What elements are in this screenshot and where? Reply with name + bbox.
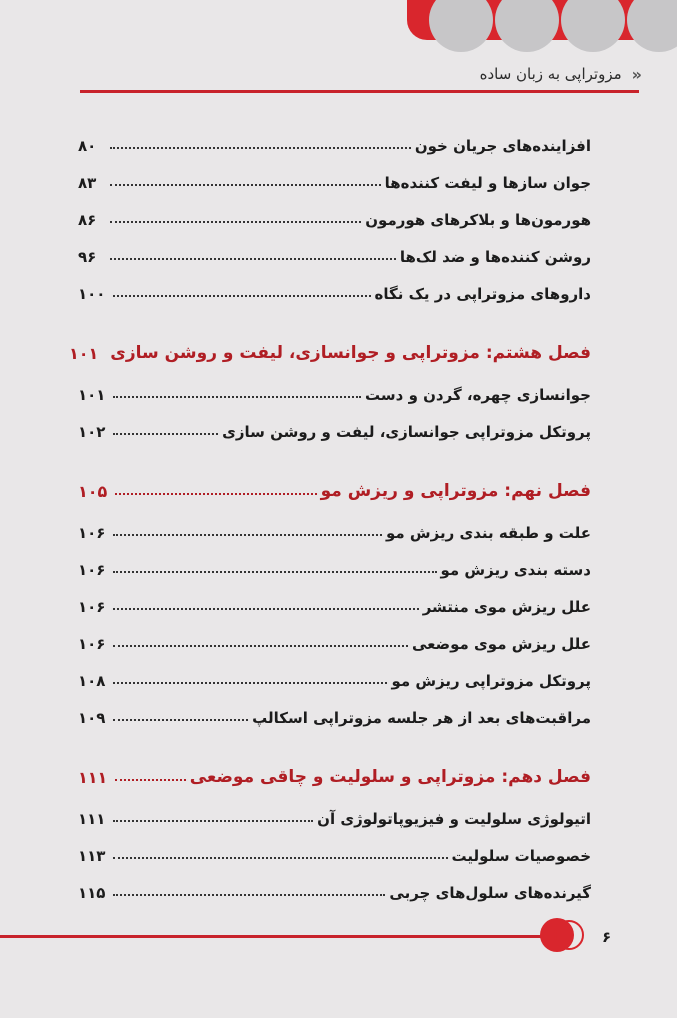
toc-entry [78,118,591,155]
toc-page-number: ۱۰۱ [68,344,99,363]
dot-leader [115,493,316,495]
toc-title: داروهای مزوتراپی در یک نگاه [374,285,591,303]
dot-leader [113,608,418,610]
dot-leader [113,645,408,647]
toc-entry [78,266,591,303]
toc-page-number: ۱۰۸ [78,672,106,690]
toc-chapter [78,735,591,787]
chevron-icon: « [631,64,639,84]
toc-page-number: ۸۰ [78,137,97,155]
toc-title: علل ریزش موی موضعی [412,635,591,653]
toc-page-number: ۱۰۶ [78,635,106,653]
toc-title: گیرنده‌های سلول‌های چربی [389,884,591,902]
footer-decoration [540,918,590,958]
toc-title: افزاینده‌های جریان خون [414,137,591,155]
toc-chapter [68,311,591,363]
toc-title: پروتکل مزوتراپی جوانسازی، لیفت و روشن سازی [222,423,591,441]
header-rule [80,90,639,93]
header-circle [495,0,559,52]
toc-page-number: ۱۱۳ [78,847,106,865]
toc-entry [78,192,591,229]
toc-entry [78,229,591,266]
toc-entry [78,542,591,579]
toc-title: فصل نهم: مزوتراپی و ریزش مو [320,481,591,501]
dot-leader [113,820,313,822]
dot-leader [113,396,361,398]
footer-rule [0,935,560,938]
running-title: مزوتراپی به زبان ساده [479,65,622,83]
toc-page-number: ۱۱۵ [78,884,106,902]
toc-entry [78,616,591,653]
toc-page-number: ۱۰۰ [78,285,106,303]
toc-entry [78,155,591,192]
header-circle [429,0,493,52]
toc-entry [78,579,591,616]
toc-entry [78,653,591,690]
toc-entry [78,828,591,865]
toc-title: علل ریزش موی منتشر [422,598,591,616]
dot-leader [113,534,382,536]
toc-page-number: ۱۰۶ [78,598,106,616]
header-circle [561,0,625,52]
dot-leader [113,295,370,297]
dot-leader [113,894,385,896]
toc-title: فصل هشتم: مزوتراپی و جوانسازی، لیفت و روشن سازی [110,343,591,363]
toc-page-number: ۱۱۱ [78,768,108,787]
running-header [80,60,639,88]
dot-leader [110,258,396,260]
page-number: ۶ [602,928,612,946]
toc-page-number: ۱۰۹ [78,709,106,727]
toc-title: جوان سازها و لیفت کننده‌ها [384,174,591,192]
header-circle [627,0,677,52]
toc-title: پروتکل مزوتراپی ریزش مو [391,672,591,690]
toc-title: خصوصیات سلولیت [451,847,591,865]
dot-leader [110,147,411,149]
toc-entry [78,690,591,727]
toc-page-number: ۱۰۶ [78,561,106,579]
table-of-contents [68,118,591,902]
dot-leader [115,779,185,781]
toc-page-number: ۹۶ [78,248,97,266]
dot-leader [110,221,361,223]
toc-title: هورمون‌ها و بلاکرهای هورمون [365,211,591,229]
dot-leader [110,184,381,186]
toc-title: اتیولوژی سلولیت و فیزیوپاتولوژی آن [317,810,591,828]
toc-page-number: ۸۶ [78,211,97,229]
toc-page-number: ۸۳ [78,174,97,192]
dot-leader [113,682,387,684]
footer-circle-outline [554,920,584,950]
toc-entry [78,791,591,828]
dot-leader [113,433,218,435]
toc-title: دسته بندی ریزش مو [440,561,591,579]
toc-page-number: ۱۱۱ [78,810,106,828]
dot-leader [113,857,447,859]
dot-leader [113,719,248,721]
toc-page-number: ۱۰۶ [78,524,106,542]
toc-entry [78,367,591,404]
toc-chapter [78,449,591,501]
toc-title: علت و طبقه بندی ریزش مو [386,524,591,542]
dot-leader [113,571,436,573]
toc-page-number: ۱۰۵ [78,482,108,501]
toc-entry [78,404,591,441]
header-decoration [407,0,677,58]
toc-title: جوانسازی چهره، گردن و دست [365,386,591,404]
toc-title: روشن کننده‌ها و ضد لک‌ها [399,248,591,266]
toc-page-number: ۱۰۱ [78,386,106,404]
toc-page-number: ۱۰۲ [78,423,106,441]
toc-title: مراقبت‌های بعد از هر جلسه مزوتراپی اسکالپ [252,709,591,727]
toc-entry [78,865,591,902]
toc-title: فصل دهم: مزوتراپی و سلولیت و چاقی موضعی [189,767,591,787]
toc-entry [78,505,591,542]
